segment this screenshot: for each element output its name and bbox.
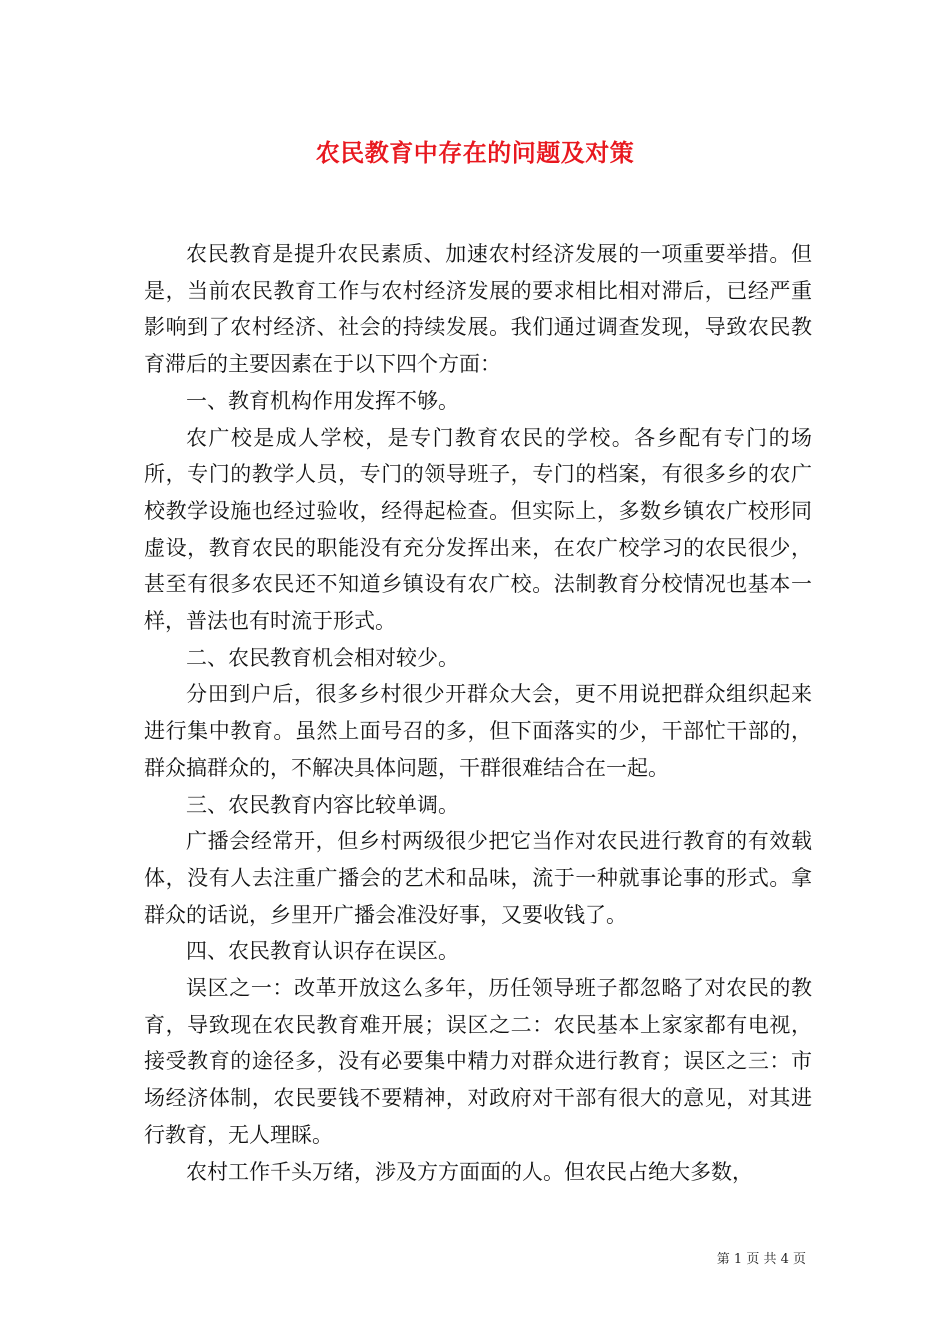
section-heading-1: 一、教育机构作用发挥不够。: [186, 388, 459, 413]
document-title: 农民教育中存在的问题及对策: [315, 138, 635, 167]
page-footer: 第 1 页 共 4 页: [716, 1252, 806, 1267]
section-heading-2: 二、农民教育机会相对较少。: [186, 645, 459, 670]
paragraph-section-3: 广播会经常开，但乡村两级很少把它当作对农民进行教育的有效载体，没有人去注重广播会的艺术和品味，流于一种就事论事的形式。拿群众的话说，乡里开广播会准没好事，又要收钱了。: [144, 829, 812, 927]
paragraph-section-1: 农广校是成人学校，是专门教育农民的学校。各乡配有专门的场所，专门的教学人员，专门的领导班子，专门的档案，有很多乡的农广校教学设施也经过验收，经得起检查。但实际上，多数乡镇农广校形同虚设，教育农民的职能没有充分发挥出来，在农广校学习的农民很少，甚至有很多农民还不知道乡镇设有农广校。法制教育分校情况也基本一样，普法也有时流于形式。: [144, 425, 812, 634]
paragraph-section-4: 误区之一：改革开放这么多年，历任领导班子都忽略了对农民的教育，导致现在农民教育难开展；误区之二：农民基本上家家都有电视，接受教育的途径多，没有必要集中精力对群众进行教育；误区之三：市场经济体制，农民要钱不要精神，对政府对干部有很大的意见，对其进行教育，无人理睬。: [144, 976, 812, 1147]
section-heading-4: 四、农民教育认识存在误区。: [186, 939, 459, 964]
paragraph-intro: 农民教育是提升农民素质、加速农村经济发展的一项重要举措。但是，当前农民教育工作与农村经济发展的要求相比相对滞后，已经严重影响到了农村经济、社会的持续发展。我们通过调查发现，导致农民教育滞后的主要因素在于以下四个方面：: [144, 242, 812, 377]
document-body: [144, 236, 812, 1190]
paragraph-section-2: 分田到户后，很多乡村很少开群众大会，更不用说把群众组织起来进行集中教育。虽然上面号召的多，但下面落实的少，干部忙干部的，群众搞群众的，不解决具体问题，干群很难结合在一起。: [144, 682, 812, 780]
paragraph-closing: 农村工作千头万绪，涉及方方面面的人。但农民占绝大多数，: [186, 1159, 753, 1184]
section-heading-3: 三、农民教育内容比较单调。: [186, 792, 459, 817]
